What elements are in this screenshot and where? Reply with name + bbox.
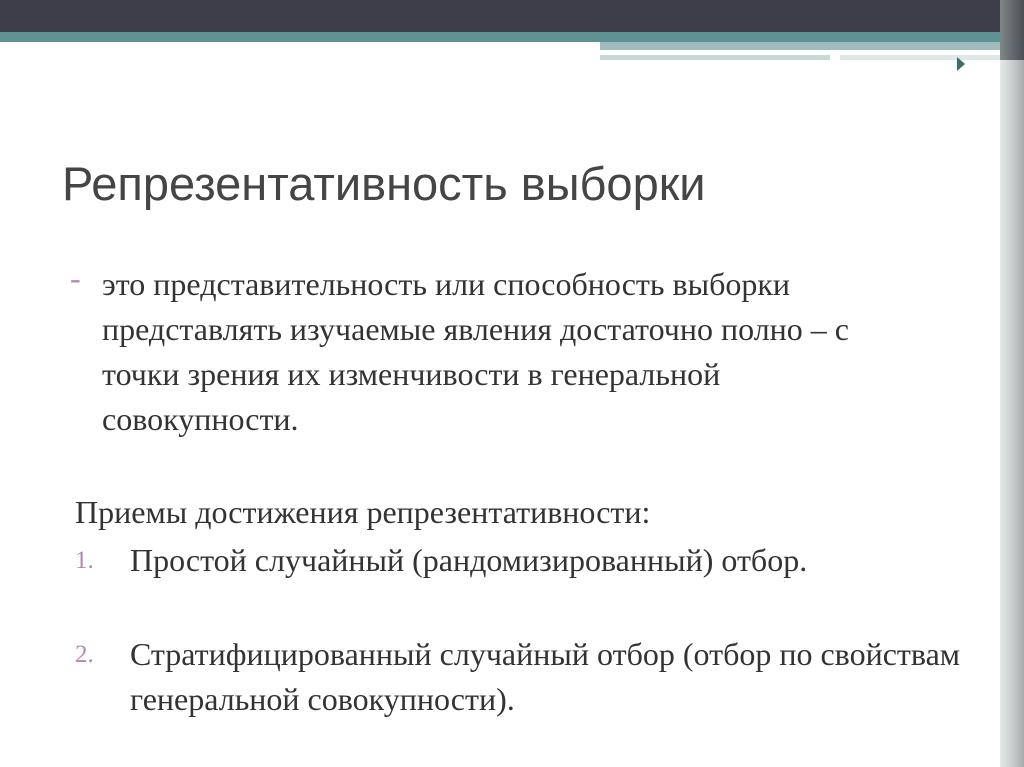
header-teal-stripe [0,32,1000,42]
list-number: 1. [75,547,94,574]
header-dark-band [0,0,1000,32]
list-text: Простой случайный (рандомизированный) отбор. [130,542,808,578]
header-thin-stripe-right [840,55,1000,60]
header-thin-stripe [600,55,830,60]
list-text: Стратифицированный случайный отбор (отбор по свойствам генеральной совокупности). [130,636,961,717]
header-light-stripe [600,42,1000,50]
definition-text: это представительность или способность выборки представлять изучаемые явления достаточно полно – с точки зрения их изменчивости в генеральной совокупности. [102,266,849,437]
methods-heading: Приемы достижения репрезентативности: [75,494,651,530]
corner-arrow-icon [957,57,965,71]
list-number: 2. [75,641,94,668]
definition-marker: - [70,260,81,296]
page-edge-shadow [1000,0,1024,767]
slide-title: Репрезентативность выборки [62,157,706,210]
page-edge-top [1000,0,1024,60]
